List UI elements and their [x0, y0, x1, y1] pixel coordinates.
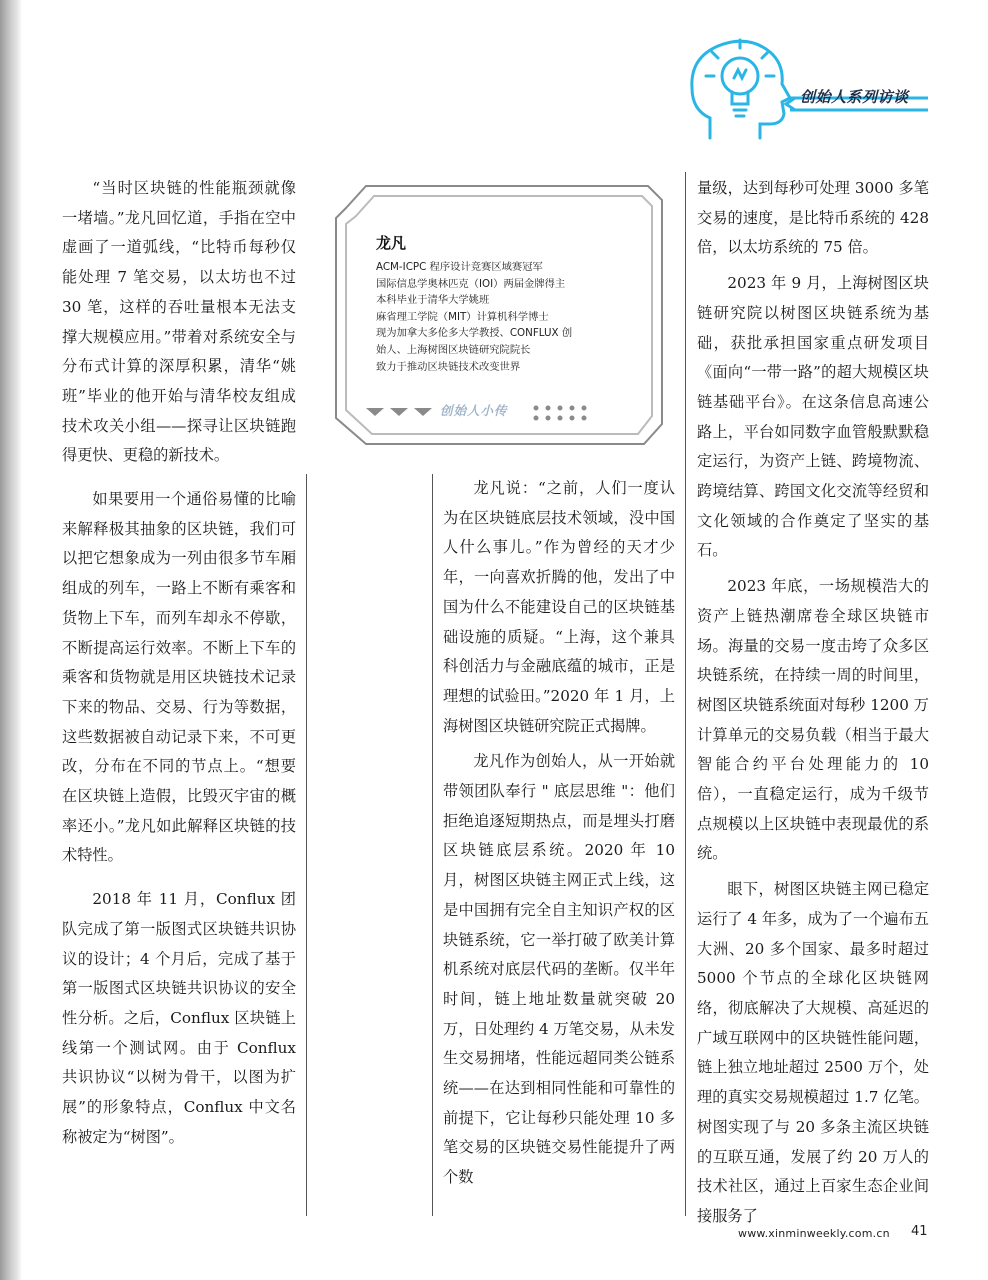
founder-bio [376, 259, 638, 375]
column-divider [432, 474, 433, 1216]
footer-url: www.xinminweekly.com.cn [738, 1227, 890, 1240]
bio-line: 现为加拿大多伦多大学教授、CONFLUX 创 [376, 327, 573, 340]
paragraph: 如果要用一个通俗易懂的比喻来解释极其抽象的区块链，我们可以把它想象成为一列由很多节车厢组成的列车，一路上不断有乘客和货物上下车，而列车却永不停歇，不断提高运行效率。不断上下车的乘客和货物就是用区块链技术记录下来的物品、交易、行为等数据，这些数据被自动记录下来，不可更改，分布在不同的节点上。“想要在区块链上造假，比毁灭宇宙的概率还小。”龙凡如此解释区块链的技术特性。 [62, 490, 296, 865]
article-column-2 [443, 474, 675, 1193]
column-divider [685, 172, 686, 1216]
page-spine-shadow [0, 0, 22, 1280]
bio-line: ACM-ICPC 程序设计竞赛区域赛冠军 [376, 261, 543, 273]
bio-line: 麻省理工学院（MIT）计算机科学博士 [376, 310, 549, 323]
bio-line: 本科毕业于清华大学姚班 [376, 294, 490, 307]
page-number: 41 [911, 1224, 928, 1239]
paragraph: 量级，达到每秒可处理 3000 多笔交易的速度，是比特币系统的 428 倍，以太坊系统的 75 倍。 [697, 179, 929, 257]
paragraph: 2018 年 11 月，Conflux 团队完成了第一版图式区块链共识协议的设计；4 个月后，完成了基于第一版图式区块链共识协议的安全性分析。之后，Conflux 区块链上线第一个测试网。由于 Conflux 共识协议“以树为骨干，以图为扩展”的形象特点，Conflux 中文名称被定为“树图”。 [62, 890, 296, 1146]
paragraph: 龙凡说：“之前，人们一度认为在区块链底层技术领域，没中国人什么事儿。”作为曾经的天才少年，一向喜欢折腾的他，发出了中国为什么不能建设自己的区块链基础设施的质疑。“上海，这个兼具科创活力与金融底蕴的城市，正是理想的试验田。”2020 年 1 月，上海树图区块链研究院正式揭牌。 [443, 479, 675, 735]
founder-name: 龙凡 [376, 234, 407, 252]
column-divider [306, 474, 307, 1216]
paragraph: 2023 年底，一场规模浩大的资产上链热潮席卷全球区块链市场。海量的交易一度击垮了众多区块链系统，在持续一周的时间里，树图区块链系统面对每秒 1200 万计算单元的交易负载（相当于最大智能合约平台处理能力的 10 倍），一直稳定运行，成为千级节点规模以上区块链中表现最优的系统。 [697, 577, 929, 863]
bio-line: 致力于推动区块链技术改变世界 [376, 360, 521, 373]
paragraph: 眼下，树图区块链主网已稳定运行了 4 年多，成为了一个遍布五大洲、20 多个国家、最多时超过 5000 个节点的全球化区块链网络，彻底解决了大规模、高延迟的广域互联网中的区块链性能问题，链上独立地址超过 2500 万个，处理的真实交易规模超过 1.7 亿笔。树图实现了与 20 多条主流区块链的互联互通，发展了约 20 万人的技术社区，通过上百家生态企业间接服务了 [697, 880, 929, 1225]
paragraph: 龙凡作为创始人，从一开始就带领团队奉行 " 底层思维 "：他们拒绝追逐短期热点，而是埋头打磨区块链底层系统。2020 年 10 月，树图区块链主网正式上线，这是中国拥有完全自主知识产权的区块链系统，它一举打破了欧美计算机系统对底层代码的垄断。仅半年时间，链上地址数量就突破 20 万，日处理约 4 万笔交易，从未发生交易拥堵，性能远超同类公链系统——在达到相同性能和可靠性的前提下，它让每秒只能处理 10 多笔交易的区块链交易性能提升了两个数 [443, 752, 675, 1187]
bio-line: 始人、上海树图区块链研究院院长 [376, 343, 531, 356]
article-column-3 [697, 174, 929, 1232]
paragraph: “当时区块链的性能瓶颈就像一堵墙。”龙凡回忆道，手指在空中虚画了一道弧线，“比特币每秒仅能处理 7 笔交易，以太坊也不过 30 笔，这样的吞吐量根本无法支撑大规模应用。”带着对系统安全与分布式计算的深厚积累，清华“姚班”毕业的他开始与清华校友组成技术攻关小组——探寻让区块链跑得更快、更稳的新技术。 [62, 179, 296, 465]
article-column-1 [62, 174, 296, 1153]
paragraph: 2023 年 9 月，上海树图区块链研究院以树图区块链系统为基础，获批承担国家重点研发项目《面向“一带一路”的超大规模区块链基础平台》。在这条信息高速公路上，平台如同数字血管般默默稳定运行，为资产上链、跨境物流、跨境结算、跨国文化交流等经贸和文化领域的合作奠定了坚实的基石。 [697, 274, 929, 560]
founder-bio-label: 创始人小传 [440, 403, 508, 418]
series-label: 创始人系列访谈 [800, 88, 909, 106]
bio-line: 国际信息学奥林匹克（IOI）两届金牌得主 [376, 277, 566, 290]
